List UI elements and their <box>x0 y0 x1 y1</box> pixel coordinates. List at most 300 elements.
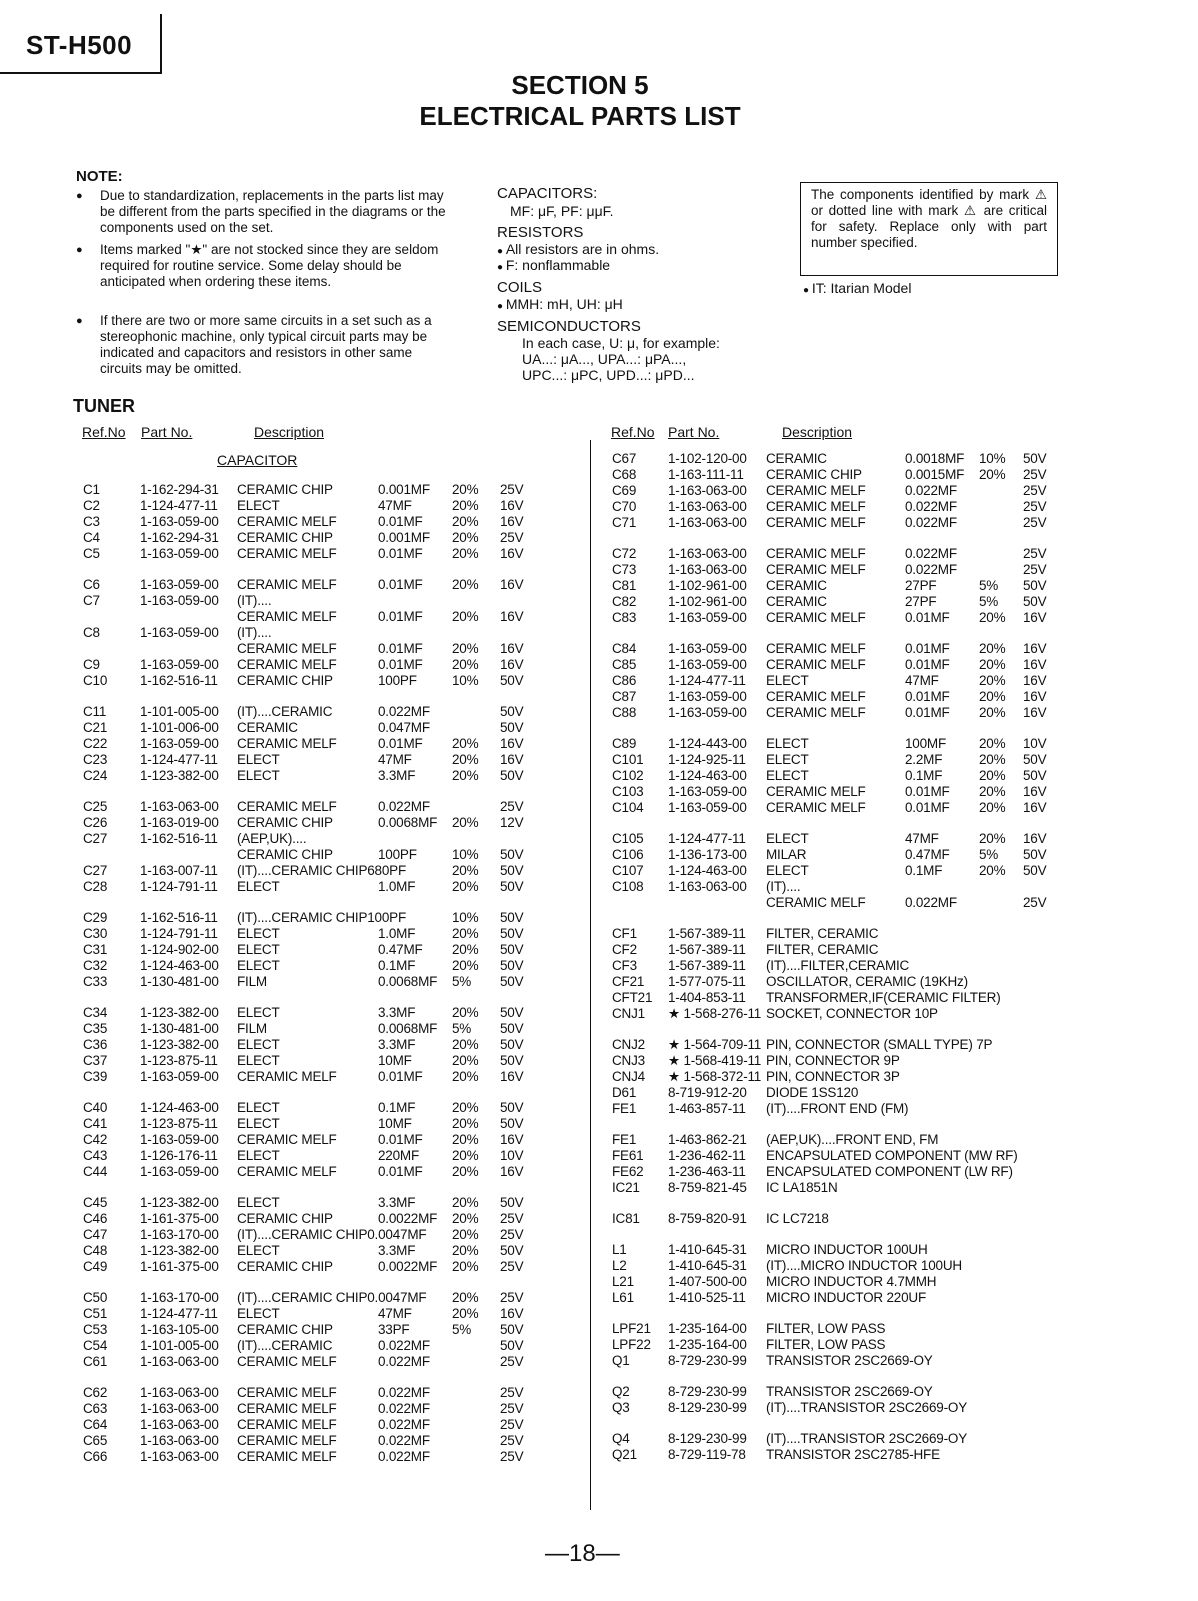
part-description: ELECT <box>237 1005 280 1020</box>
part-value: 0.022MF <box>905 562 957 577</box>
part-ref-no: C45 <box>83 1195 108 1210</box>
part-part-no: 1-163-170-00 <box>140 1227 219 1242</box>
part-ref-no: C43 <box>83 1148 108 1163</box>
part-rating: 25V <box>1023 546 1047 561</box>
part-rating: 16V <box>500 641 524 656</box>
part-rating: 25V <box>500 1290 524 1305</box>
part-ref-no: C81 <box>612 578 637 593</box>
part-description: CERAMIC MELF <box>237 1401 337 1416</box>
part-value: 47MF <box>378 1306 412 1321</box>
part-ref-no: C37 <box>83 1053 108 1068</box>
part-description: ELECT <box>237 1195 280 1210</box>
part-description: CERAMIC MELF <box>766 515 866 530</box>
part-value: 0.01MF <box>378 1069 423 1084</box>
part-tolerance: 20% <box>979 800 1006 815</box>
part-rating: 50V <box>500 926 524 941</box>
part-value: 47MF <box>905 673 939 688</box>
part-description: ELECT <box>237 1306 280 1321</box>
semiconductors-note: UA...: μA..., UPA...: μPA..., <box>522 351 687 367</box>
part-part-no: 1-163-059-00 <box>140 577 219 592</box>
tuner-heading: TUNER <box>73 396 135 416</box>
part-ref-no: C71 <box>612 515 637 530</box>
part-ref-no: C3 <box>83 514 100 529</box>
part-rating: 16V <box>500 657 524 672</box>
part-description: (IT)....CERAMIC <box>237 1338 333 1353</box>
part-part-no: 1-124-902-00 <box>140 942 219 957</box>
resistors-note: ● F: nonflammable <box>497 257 610 276</box>
part-part-no: 1-123-382-00 <box>140 1243 219 1258</box>
part-ref-no: C54 <box>83 1338 108 1353</box>
part-ref-no: C21 <box>83 720 108 735</box>
part-value: 3.3MF <box>378 1005 416 1020</box>
part-description: CERAMIC MELF <box>766 483 866 498</box>
part-part-no: 1-162-294-31 <box>140 530 219 545</box>
section-name: ELECTRICAL PARTS LIST <box>419 101 741 131</box>
part-tolerance: 20% <box>452 815 479 830</box>
part-description: IC LA1851N <box>766 1180 838 1195</box>
part-part-no: 1-163-007-11 <box>140 863 218 878</box>
part-ref-no: D61 <box>612 1085 637 1100</box>
part-part-no: 1-102-961-00 <box>668 594 747 609</box>
part-value: 1.0MF <box>378 879 416 894</box>
part-rating: 25V <box>500 530 524 545</box>
part-description: CERAMIC MELF <box>237 799 337 814</box>
part-value: 0.022MF <box>378 1338 430 1353</box>
part-ref-no: C64 <box>83 1417 108 1432</box>
part-tolerance: 20% <box>452 863 479 878</box>
part-ref-no: C50 <box>83 1290 108 1305</box>
part-value: 0.01MF <box>905 657 950 672</box>
part-part-no: 1-123-382-00 <box>140 768 219 783</box>
part-rating: 50V <box>500 720 524 735</box>
part-tolerance: 5% <box>979 847 999 862</box>
part-description: ELECT <box>237 768 280 783</box>
part-description: (IT)....FRONT END (FM) <box>766 1101 909 1116</box>
part-rating: 16V <box>1023 784 1047 799</box>
part-part-no: 1-404-853-11 <box>668 990 746 1005</box>
part-description: CERAMIC CHIP <box>237 847 333 862</box>
part-description: IC LC7218 <box>766 1211 829 1226</box>
part-part-no: 1-163-059-00 <box>140 625 219 640</box>
part-part-no: 1-163-063-00 <box>140 1385 219 1400</box>
part-tolerance: 20% <box>452 1290 479 1305</box>
part-part-no: 1-163-059-00 <box>668 657 747 672</box>
part-rating: 16V <box>1023 831 1047 846</box>
part-description: CERAMIC MELF <box>237 514 337 529</box>
part-value: 47MF <box>378 498 412 513</box>
col-header-part: Part No. <box>668 424 720 440</box>
part-description: ELECT <box>237 1116 280 1131</box>
part-ref-no: Q3 <box>612 1400 630 1415</box>
part-ref-no: C22 <box>83 736 108 751</box>
col-header-part: Part No. <box>141 424 193 440</box>
part-description: ELECT <box>237 926 280 941</box>
part-rating: 25V <box>500 1259 524 1274</box>
part-tolerance: 20% <box>979 641 1006 656</box>
part-value: 3.3MF <box>378 1243 416 1258</box>
part-description: CERAMIC <box>766 594 827 609</box>
part-ref-no: IC21 <box>612 1180 640 1195</box>
part-part-no: 1-577-075-11 <box>668 974 746 989</box>
part-ref-no: C33 <box>83 974 108 989</box>
part-tolerance: 20% <box>452 958 479 973</box>
part-rating: 50V <box>500 910 524 925</box>
col-header-ref: Ref.No <box>82 424 126 440</box>
part-rating: 50V <box>1023 594 1047 609</box>
part-part-no: 1-123-875-11 <box>140 1053 218 1068</box>
part-value: 0.001MF <box>378 530 430 545</box>
part-ref-no: CFT21 <box>612 990 653 1005</box>
part-ref-no: C104 <box>612 800 644 815</box>
part-description: PIN, CONNECTOR 3P <box>766 1069 900 1084</box>
part-rating: 12V <box>500 815 524 830</box>
part-value: 2.2MF <box>905 752 943 767</box>
safety-notice-box <box>800 182 1058 276</box>
part-description: CERAMIC CHIP <box>237 1259 333 1274</box>
part-ref-no: C62 <box>83 1385 108 1400</box>
part-tolerance: 20% <box>452 1100 479 1115</box>
part-ref-no: C68 <box>612 467 637 482</box>
part-ref-no: C7 <box>83 593 100 608</box>
part-value: 0.1MF <box>378 958 416 973</box>
part-tolerance: 20% <box>452 482 479 497</box>
part-ref-no: C88 <box>612 705 637 720</box>
part-ref-no: C39 <box>83 1069 108 1084</box>
part-rating: 50V <box>500 847 524 862</box>
part-value: 0.01MF <box>378 546 423 561</box>
part-part-no: 1-123-382-00 <box>140 1195 219 1210</box>
part-tolerance: 20% <box>452 1148 479 1163</box>
part-value: 0.022MF <box>378 1354 430 1369</box>
part-value: 0.047MF <box>378 720 430 735</box>
part-rating: 50V <box>1023 768 1047 783</box>
part-rating: 16V <box>500 1164 524 1179</box>
col-header-desc: Description <box>254 424 325 440</box>
part-part-no: 1-163-063-00 <box>140 799 219 814</box>
part-ref-no: Q1 <box>612 1353 630 1368</box>
part-part-no: 1-163-059-00 <box>140 736 219 751</box>
part-part-no: 1-162-294-31 <box>140 482 219 497</box>
part-description: CERAMIC MELF <box>766 800 866 815</box>
part-value: 0.022MF <box>905 515 957 530</box>
part-tolerance: 5% <box>979 578 999 593</box>
part-description: ELECT <box>766 752 809 767</box>
part-value: 0.01MF <box>378 1164 423 1179</box>
part-tolerance: 20% <box>979 831 1006 846</box>
part-rating: 25V <box>1023 467 1047 482</box>
part-value: 0.022MF <box>378 1449 430 1464</box>
part-part-no: 1-567-389-11 <box>668 926 746 941</box>
note-item: ● Items marked "★" are not stocked since they are seldom required for routine service. Some delay should be anticipated when ordering these items. <box>76 242 454 290</box>
part-value: 0.022MF <box>905 483 957 498</box>
part-value: 0.01MF <box>378 577 423 592</box>
part-rating: 50V <box>500 974 524 989</box>
part-rating: 10V <box>1023 736 1047 751</box>
part-ref-no: C103 <box>612 784 644 799</box>
part-part-no: 8-129-230-99 <box>668 1431 747 1446</box>
part-rating: 16V <box>1023 641 1047 656</box>
part-part-no: 1-124-463-00 <box>140 958 219 973</box>
part-rating: 16V <box>500 498 524 513</box>
part-ref-no: C67 <box>612 451 637 466</box>
part-value: 0.0022MF <box>378 1211 438 1226</box>
part-part-no: 1-163-063-00 <box>140 1354 219 1369</box>
part-ref-no: CF3 <box>612 958 637 973</box>
part-description: FILM <box>237 974 267 989</box>
part-value: 0.0022MF <box>378 1259 438 1274</box>
part-description: CERAMIC MELF <box>237 641 337 656</box>
part-ref-no: LPF22 <box>612 1337 651 1352</box>
capacitors-units: MF: μF, PF: μμF. <box>510 203 614 219</box>
part-part-no: 8-759-820-91 <box>668 1211 747 1226</box>
part-description: DIODE 1SS120 <box>766 1085 859 1100</box>
part-description: CERAMIC MELF <box>237 1069 337 1084</box>
part-description: FILTER, LOW PASS <box>766 1321 886 1336</box>
part-part-no: 1-163-063-00 <box>668 562 747 577</box>
part-description: ELECT <box>766 831 809 846</box>
part-description: (IT)....CERAMIC <box>237 704 333 719</box>
part-ref-no: C66 <box>83 1449 108 1464</box>
part-part-no: 1-124-463-00 <box>668 768 747 783</box>
part-description: CERAMIC CHIP <box>237 530 333 545</box>
part-tolerance: 20% <box>452 879 479 894</box>
part-description: CERAMIC <box>766 578 827 593</box>
part-rating: 25V <box>500 1385 524 1400</box>
it-model-note: ● IT: Itarian Model <box>803 280 911 296</box>
part-part-no: 1-130-481-00 <box>140 1021 219 1036</box>
part-value: 0.01MF <box>378 641 423 656</box>
part-description: FILTER, LOW PASS <box>766 1337 886 1352</box>
part-value: 10MF <box>378 1116 412 1131</box>
part-tolerance: 20% <box>979 863 1006 878</box>
part-description: MILAR <box>766 847 807 862</box>
part-ref-no: C101 <box>612 752 644 767</box>
part-description: CERAMIC MELF <box>237 1164 337 1179</box>
part-part-no: ★ 1-564-709-11 <box>668 1037 762 1052</box>
part-rating: 25V <box>500 1417 524 1432</box>
part-ref-no: CF21 <box>612 974 645 989</box>
part-rating: 16V <box>1023 800 1047 815</box>
part-rating: 50V <box>1023 752 1047 767</box>
part-description: (IT)....CERAMIC CHIP100PF <box>237 910 407 925</box>
part-ref-no: C51 <box>83 1306 108 1321</box>
part-part-no: 1-163-063-00 <box>668 515 747 530</box>
part-description: ELECT <box>766 863 809 878</box>
part-part-no: 1-124-791-11 <box>140 879 218 894</box>
part-ref-no: CNJ1 <box>612 1006 645 1021</box>
part-rating: 25V <box>500 1227 524 1242</box>
part-rating: 50V <box>500 879 524 894</box>
part-rating: 25V <box>500 1433 524 1448</box>
part-part-no: 1-123-875-11 <box>140 1116 218 1131</box>
part-ref-no: C61 <box>83 1354 108 1369</box>
part-tolerance: 20% <box>452 1005 479 1020</box>
part-part-no: 1-163-059-00 <box>668 689 747 704</box>
part-tolerance: 20% <box>452 1259 479 1274</box>
part-tolerance: 10% <box>452 847 479 862</box>
part-value: 33PF <box>378 1322 410 1337</box>
page-number: —18— <box>545 1540 620 1567</box>
part-value: 27PF <box>905 594 937 609</box>
part-description: MICRO INDUCTOR 100UH <box>766 1242 928 1257</box>
semiconductors-note: In each case, U: μ, for example: <box>522 335 720 351</box>
part-tolerance: 20% <box>979 657 1006 672</box>
part-rating: 50V <box>500 1322 524 1337</box>
part-ref-no: C34 <box>83 1005 108 1020</box>
part-rating: 16V <box>500 514 524 529</box>
part-value: 3.3MF <box>378 1037 416 1052</box>
part-tolerance: 20% <box>452 546 479 561</box>
part-rating: 50V <box>500 1116 524 1131</box>
part-ref-no: L2 <box>612 1258 627 1273</box>
safety-notice-text: The components identified by mark ⚠ or dotted line with mark ⚠ are critical for safety. Replace only with part number specified. <box>811 187 1047 250</box>
part-description: ELECT <box>237 1243 280 1258</box>
part-part-no: 1-101-005-00 <box>140 704 219 719</box>
part-part-no: 1-101-006-00 <box>140 720 219 735</box>
part-description: ENCAPSULATED COMPONENT (LW RF) <box>766 1164 1013 1179</box>
part-description: TRANSFORMER,IF(CERAMIC FILTER) <box>766 990 1001 1005</box>
part-part-no: 1-124-477-11 <box>668 831 746 846</box>
part-rating: 16V <box>500 546 524 561</box>
part-value: 0.01MF <box>905 784 950 799</box>
part-ref-no: C73 <box>612 562 637 577</box>
part-description: CERAMIC CHIP <box>237 482 333 497</box>
part-description: CERAMIC <box>237 720 298 735</box>
part-part-no: 1-102-120-00 <box>668 451 747 466</box>
part-description: ELECT <box>237 879 280 894</box>
part-part-no: 1-161-375-00 <box>140 1211 219 1226</box>
part-description: CERAMIC CHIP <box>237 1211 333 1226</box>
part-tolerance: 20% <box>452 1037 479 1052</box>
part-part-no: 1-410-525-11 <box>668 1290 746 1305</box>
part-tolerance: 20% <box>452 1227 479 1242</box>
part-value: 10MF <box>378 1053 412 1068</box>
part-tolerance: 20% <box>452 752 479 767</box>
part-description: (AEP,UK).... <box>237 831 307 846</box>
part-tolerance: 20% <box>979 467 1006 482</box>
part-rating: 50V <box>500 1195 524 1210</box>
part-ref-no: FE1 <box>612 1132 637 1147</box>
part-part-no: 1-163-170-00 <box>140 1290 219 1305</box>
part-part-no: 1-163-063-00 <box>140 1401 219 1416</box>
part-part-no: 1-124-477-11 <box>668 673 746 688</box>
part-description: (IT)....TRANSISTOR 2SC2669-OY <box>766 1400 967 1415</box>
part-part-no: 1-126-176-11 <box>140 1148 218 1163</box>
part-value: 0.01MF <box>905 610 950 625</box>
part-ref-no: IC81 <box>612 1211 640 1226</box>
part-part-no: 1-410-645-31 <box>668 1242 747 1257</box>
part-value: 0.001MF <box>378 482 430 497</box>
part-rating: 50V <box>1023 578 1047 593</box>
part-ref-no: C41 <box>83 1116 108 1131</box>
part-part-no: 1-162-516-11 <box>140 831 218 846</box>
part-value: 0.01MF <box>378 657 423 672</box>
part-part-no: 1-163-059-00 <box>668 641 747 656</box>
part-ref-no: C40 <box>83 1100 108 1115</box>
part-part-no: 1-163-059-00 <box>140 593 219 608</box>
part-part-no: 1-161-375-00 <box>140 1259 219 1274</box>
part-rating: 25V <box>500 1211 524 1226</box>
part-ref-no: C72 <box>612 546 637 561</box>
part-description: ELECT <box>237 498 280 513</box>
part-value: 0.022MF <box>905 546 957 561</box>
part-part-no: 1-567-389-11 <box>668 942 746 957</box>
part-description: CERAMIC MELF <box>766 689 866 704</box>
part-value: 0.1MF <box>905 863 943 878</box>
part-description: CERAMIC MELF <box>237 1354 337 1369</box>
part-rating: 50V <box>500 942 524 957</box>
part-ref-no: FE61 <box>612 1148 644 1163</box>
part-value: 0.01MF <box>378 736 423 751</box>
part-description: CERAMIC MELF <box>237 577 337 592</box>
part-value: 0.022MF <box>905 895 957 910</box>
part-part-no: 1-123-382-00 <box>140 1037 219 1052</box>
part-ref-no: C27 <box>83 831 108 846</box>
part-part-no: 1-410-645-31 <box>668 1258 747 1273</box>
part-rating: 25V <box>500 1449 524 1464</box>
part-part-no: 1-163-105-00 <box>140 1322 219 1337</box>
part-description: CERAMIC MELF <box>766 784 866 799</box>
note-heading: NOTE: <box>76 168 123 185</box>
part-rating: 16V <box>500 1306 524 1321</box>
part-part-no: 1-236-462-11 <box>668 1148 746 1163</box>
part-tolerance: 20% <box>979 736 1006 751</box>
part-ref-no: C47 <box>83 1227 108 1242</box>
part-tolerance: 20% <box>452 1132 479 1147</box>
part-description: (IT)....TRANSISTOR 2SC2669-OY <box>766 1431 967 1446</box>
part-description: CERAMIC MELF <box>237 1132 337 1147</box>
part-ref-no: C29 <box>83 910 108 925</box>
part-part-no: 1-163-059-00 <box>668 784 747 799</box>
part-tolerance: 20% <box>452 514 479 529</box>
part-tolerance: 20% <box>979 784 1006 799</box>
part-description: (IT)....FILTER,CERAMIC <box>766 958 910 973</box>
part-ref-no: CF2 <box>612 942 637 957</box>
part-description: ELECT <box>237 958 280 973</box>
note-item: ● Due to standardization, replacements in the parts list may be different from the parts specified in the diagrams or the components used on the set. <box>76 188 454 236</box>
part-description: CERAMIC MELF <box>766 705 866 720</box>
part-part-no: 1-163-063-00 <box>668 483 747 498</box>
part-ref-no: C102 <box>612 768 644 783</box>
part-part-no: 1-124-477-11 <box>140 498 218 513</box>
part-ref-no: C23 <box>83 752 108 767</box>
part-description: FILM <box>237 1021 267 1036</box>
part-part-no: 1-163-059-00 <box>140 1132 219 1147</box>
part-rating: 16V <box>500 577 524 592</box>
part-description: ELECT <box>237 1053 280 1068</box>
part-part-no: 1-163-063-00 <box>140 1433 219 1448</box>
part-part-no: 1-407-500-00 <box>668 1274 747 1289</box>
part-rating: 50V <box>500 958 524 973</box>
resistors-heading: RESISTORS <box>497 224 584 241</box>
part-tolerance: 20% <box>452 926 479 941</box>
part-ref-no: L61 <box>612 1290 634 1305</box>
part-part-no: 1-124-463-00 <box>668 863 747 878</box>
part-ref-no: C49 <box>83 1259 108 1274</box>
part-part-no: 1-163-063-00 <box>140 1417 219 1432</box>
section-number: SECTION 5 <box>511 70 649 100</box>
part-description: ELECT <box>237 1148 280 1163</box>
part-value: 47MF <box>905 831 939 846</box>
part-rating: 50V <box>500 1021 524 1036</box>
part-tolerance: 20% <box>452 1069 479 1084</box>
part-description: ELECT <box>237 1100 280 1115</box>
part-description: SOCKET, CONNECTOR 10P <box>766 1006 938 1021</box>
part-part-no: ★ 1-568-276-11 <box>668 1006 762 1021</box>
part-tolerance: 20% <box>452 1164 479 1179</box>
part-value: 47MF <box>378 752 412 767</box>
part-description: ELECT <box>766 673 809 688</box>
